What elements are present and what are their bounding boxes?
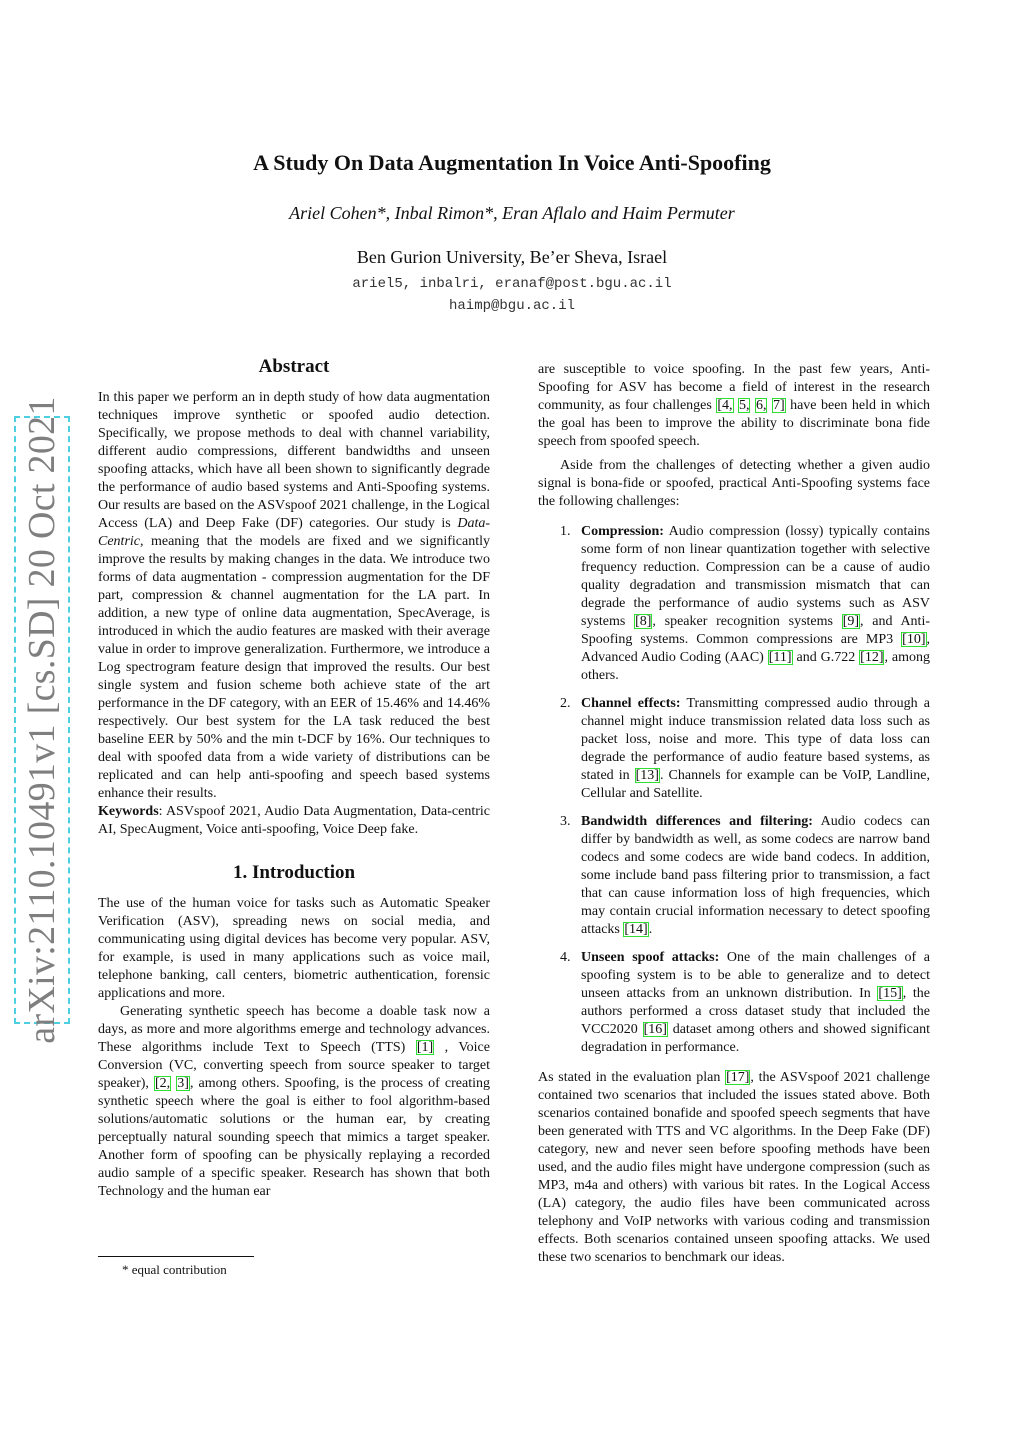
citation-2[interactable]: [2, <box>155 1076 171 1091</box>
citation-11[interactable]: [11] <box>768 650 792 665</box>
arxiv-stamp[interactable] <box>14 396 70 1044</box>
citation-4[interactable]: [4, <box>717 398 733 413</box>
citation-9[interactable]: [9] <box>842 614 860 629</box>
abstract-text: In this paper we perform an in depth study of how data augmentation techniques improve synthetic or spoofed audio detection. Specifically, we propose methods to deal with channel variability, different audio compressions, different bandwidths and unseen spoofing attacks, which have all been shown to significantly degrade the performance of audio based systems and Anti-Spoofing systems. Our results are based on the ASVspoof 2021 challenge, in the Logical Access (LA) and Deep Fake (DF) categories. Our study is Data-Centric, meaning that the models are fixed and we significantly improve the results by making changes in the data. We introduce two forms of data augmentation - compression augmentation for the DF part, compression & channel augmentation for the LA part. In addition, a new type of online data augmentation, SpecAverage, is introduced in which the audio features are masked with their average value in order to improve generalization. Furthermore, we introduce a Log spectrogram feature design that improved the results. Our best single system and fusion scheme both achieve state of the art performance in the DF category, with an EER of 15.46% and 14.46% respectively. Our best system for the LA task reduced the best baseline EER by 50% and the min t-DCF by 16%. Our techniques to deal with spoofed data from a wide variety of distributions can be replicated and can help anti-spoofing and speech based systems enhance their results. <box>98 390 491 801</box>
citation-3[interactable]: 3] <box>177 1076 189 1091</box>
citation-13[interactable]: [13] <box>635 768 659 783</box>
citation-6[interactable]: 6, <box>755 398 767 413</box>
citation-10[interactable]: [10] <box>902 632 926 647</box>
affiliation: Ben Gurion University, Be’er Sheva, Israel <box>356 247 668 267</box>
citation-8[interactable]: [8] <box>635 614 652 629</box>
intro-paragraph-2: Generating synthetic speech has become a doable task now a days, as more and more algorithms emerge and technology advances. These algorithms include Text to Speech (TTS) [1] , Voice Conversion (VC, converting speech from source speaker to target speaker), [2, 3], among others. Spoofing, is the process of creating synthetic speech where the goal is either to fool algorithm-based solutions/automatic solutions or the human ear, by creating perceptually natural sounding speech that mimics a target speaker. Another form of spoofing can be physically replaying a recorded audio sample of a specific speaker. Research has shown that both Technology and the human ear <box>98 1004 491 1199</box>
citation-1[interactable]: [1] <box>416 1040 434 1055</box>
abstract-heading: Abstract <box>258 356 330 377</box>
right-column <box>538 361 930 1267</box>
right-paragraph-3: As stated in the evaluation plan [17], the ASVspoof 2021 challenge contained two scenarios that included the issues stated above. Both scenarios contained bonafide and spoofed speech segments that have been generated with TTS and VC algorithms. In the Deep Fake (DF) category, new and never seen before spoofing methods have been used, and the audio files might have undergone compression (such as MP3, m4a and others) with various bit rates. In the Logical Access (LA) category, the audio files have been communicated across telephony and VoIP networks with various coding and transmission effects. Both scenarios contained unseen spoofing attacks. We used these two scenarios to benchmark our ideas. <box>538 1070 930 1265</box>
citation-16[interactable]: [16] <box>643 1022 667 1037</box>
citation-5[interactable]: 5, <box>738 398 750 413</box>
list-item: 1. Compression: Audio compression (lossy) typically contains some form of non linear quantization together with selective frequency reduction. Compression can be a cause of audio quality degradation and transmission mismatch that can degrade the performance of audio systems such as ASV systems [8], speaker recognition systems [9], and Anti-Spoofing systems. Common compressions are MP3 [10], Advanced Audio Coding (AAC) [11] and G.722 [12], among others. <box>560 524 931 683</box>
citation-7[interactable]: 7] <box>772 398 785 413</box>
list-item: 2. Channel effects: Transmitting compressed audio through a channel might induce transmission related data loss such as packet loss, noise and more. This type of data loss can degrade the performance of audio feature based systems, as stated in [13]. Channels for example can be VoIP, Landline, Cellular and Satellite. <box>560 696 931 801</box>
right-paragraph-1: are susceptible to voice spoofing. In the past few years, Anti-Spoofing for ASV has become a field of interest in the research community, as four challenges [4, 5, 6, 7] have been held in which the goal has been to improve the ability to discriminate bona fide speech from spoofed speech. <box>538 362 931 449</box>
intro-heading: 1. Introduction <box>232 862 356 883</box>
keywords: Keywords: ASVspoof 2021, Audio Data Augmentation, Data-centric AI, SpecAugment, Voice anti-spoofing, Voice Deep fake. <box>98 804 490 837</box>
challenges-list <box>538 523 930 1057</box>
paper-title: A Study On Data Augmentation In Voice Anti-Spoofing <box>253 150 771 175</box>
left-column <box>98 355 490 1201</box>
right-paragraph-2: Aside from the challenges of detecting whether a given audio signal is bona-fide or spoofed, practical Anti-Spoofing systems face the following challenges: <box>538 458 930 509</box>
citation-17[interactable]: [17] <box>726 1070 750 1085</box>
emails-line-1: ariel5, inbalri, eranaf@post.bgu.ac.il <box>352 276 672 292</box>
authors: Ariel Cohen*, Inbal Rimon*, Eran Aflalo and Haim Permuter <box>289 203 735 223</box>
citation-15[interactable]: [15] <box>878 986 902 1001</box>
citation-14[interactable]: [14] <box>624 922 648 937</box>
arxiv-id: arXiv:2110.10491v1 [cs.SD] 20 Oct 2021 <box>21 396 63 1044</box>
emails-line-2: haimp@bgu.ac.il <box>448 298 576 314</box>
footnote-rule <box>98 1256 254 1257</box>
intro-paragraph-1: The use of the human voice for tasks such as Automatic Speaker Verification (ASV), spreading news on social media, and communicating using digital devices has become very popular. ASV, for example, is used in many applications such as voice mail, telephone banking, call centers, biometric authentication, forensic applications and more. <box>98 896 490 1001</box>
footnote: * equal contribution <box>122 1262 227 1277</box>
list-item: 4. Unseen spoof attacks: One of the main challenges of a spoofing system is to be able to generalize and to detect unseen attacks from an unknown distribution. In [15], the authors performed a cross dataset study that included the VCC2020 [16] dataset among others and showed significant degradation in performance. <box>560 950 931 1055</box>
citation-12[interactable]: [12] <box>860 650 884 665</box>
list-item: 3. Bandwidth differences and filtering: Audio codecs can differ by bandwidth as well, as some codecs are narrow band codecs and some codecs are wide band codecs. In addition, some include band pass filtering prior to transmission, a fact that can cause information loss of high frequencies, which may contain crucial information necessary to detect spoofing attacks [14]. <box>560 814 931 937</box>
